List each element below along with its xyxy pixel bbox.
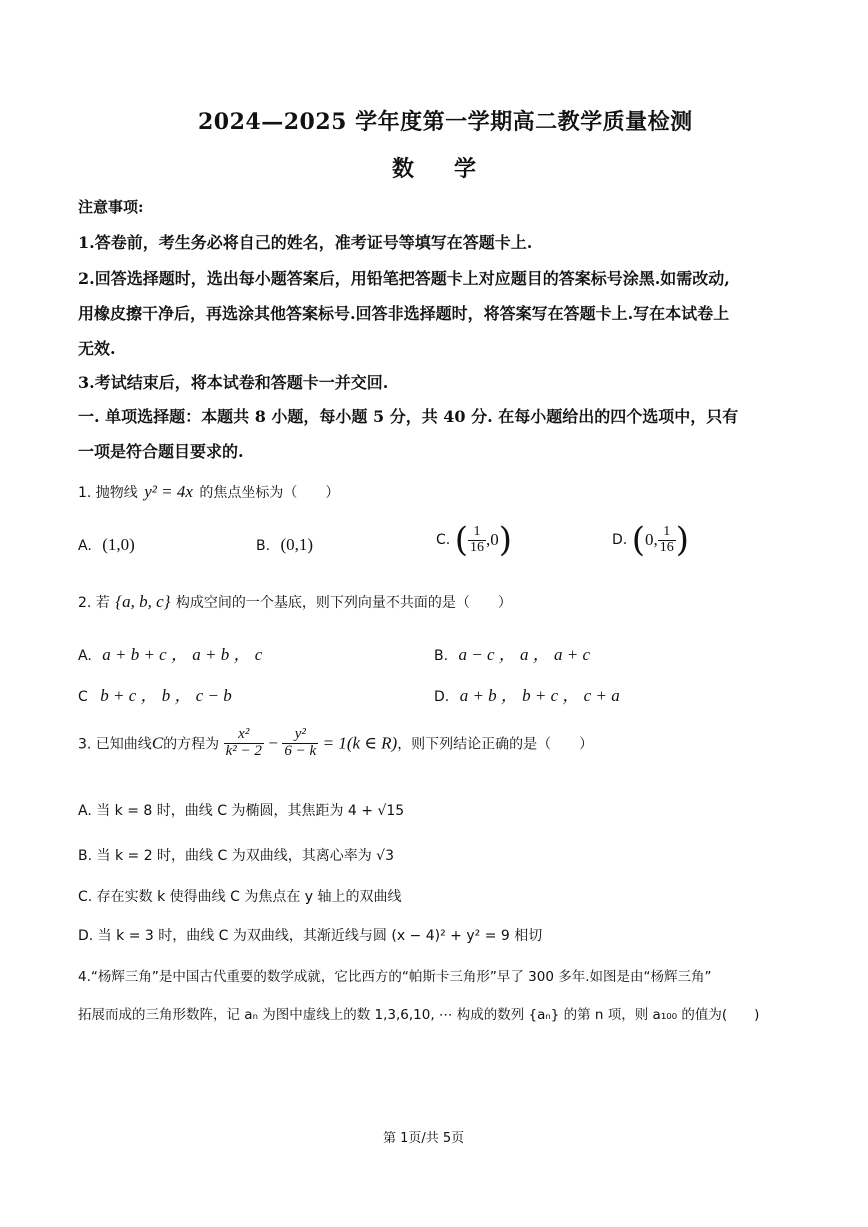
notice-item-2-line-1: 2.回答选择题时，选出每小题答案后，用铅笔把答题卡上对应题目的答案标号涂黑.如需改动, [78,269,730,288]
question-1-option-b [256,535,313,555]
option-label: C [78,689,88,705]
option-label: A. [78,538,92,554]
paren-close: ) [498,520,512,560]
minus-sign: − [268,733,278,753]
question-1-equation: y² = 4x [144,482,193,501]
question-2-option-a [78,640,262,665]
option-value: (1,0) [102,535,135,554]
question-4-line-2: 拓展而成的三角形数阵，记 aₙ 为图中虚线上的数 1,3,6,10, ⋯ 构成的数列 {aₙ} 的第 n 项，则 a₁₀₀ 的值为( ) [78,1007,760,1023]
fraction-tail: ,0 [485,530,499,549]
option-value: (0,1) [280,535,314,554]
fraction-head: 0, [644,530,658,549]
paren-open: ( [454,520,468,560]
notice-item-2-line-3: 无效. [78,339,116,358]
question-3-option-c: C. 存在实数 k 使得曲线 C 为焦点在 y 轴上的双曲线 [78,889,402,905]
question-2-option-b [434,640,590,665]
paren-close: ) [675,520,689,560]
fraction: $\frac{1}{16}$ [469,523,484,555]
option-value: a + b ， b + c ， c + a [459,686,620,705]
question-1-option-a [78,535,135,555]
page-number: 第 1页/共 5页 [383,1131,465,1146]
page-title: 2024—2025 学年度第一学期高二教学质量检测 [198,109,693,135]
question-1-option-c [436,520,512,560]
notice-item-3: 3.考试结束后，将本试卷和答题卡一并交回. [78,373,389,392]
option-label: A. [78,648,92,664]
option-value: a − c ， a ， a + c [458,645,591,664]
question-3-mid: 的方程为 [163,736,220,753]
question-3-suffix: ，则下列结论正确的是（ ） [397,736,594,753]
notice-heading: 注意事项: [78,198,144,216]
question-2-prefix: 2. 若 [78,595,110,611]
question-3-option-d: D. 当 k = 3 时，曲线 C 为双曲线，其渐近线与圆 (x − 4)² + y² = 9 相切 [78,928,543,944]
option-value: b + c ， b ， c − b [100,686,232,705]
option-label: B. [434,648,449,664]
question-3-option-a: A. 当 k = 8 时，曲线 C 为椭圆，其焦距为 4 + √15 [78,803,405,819]
paren-open: ( [631,520,645,560]
question-1-stem [78,482,339,502]
option-label: B. [256,538,271,554]
option-label: C. [436,532,451,548]
question-3-prefix: 3. 已知曲线 [78,736,152,753]
subject-title: 数学 [392,156,517,182]
equation-tail: = 1(k ∈ R) [322,733,398,753]
option-value: a + b + c ， a + b ， c [102,645,263,664]
question-1-option-d [612,520,689,560]
fraction: $\frac{1}{16}$ [659,523,674,555]
section-heading-line-2: 一项是符合题目要求的. [78,442,244,461]
question-1-prefix: 1. 抛物线 [78,485,138,501]
question-3-stem [78,727,593,760]
section-heading-line-1: 一. 单项选择题：本题共 8 小题，每小题 5 分，共 40 分. 在每小题给出的四个选项中，只有 [78,407,739,426]
notice-item-2-line-2: 用橡皮擦干净后，再选涂其他答案标号.回答非选择题时，将答案写在答题卡上.写在本试卷上 [78,304,730,323]
notice-item-1: 1.答卷前，考生务必将自己的姓名，准考证号等填写在答题卡上. [78,233,533,252]
option-label: D. [434,689,450,705]
question-4-line-1: 4.“杨辉三角”是中国古代重要的数学成就，它比西方的“帕斯卡三角形”早了 300 多年.如图是由“杨辉三角” [78,969,712,985]
fraction-2: $\frac{\text{y²}}{6 - k}$ [284,726,317,759]
question-2-option-c [78,681,232,706]
basis-set: {a, b, c} [115,592,171,611]
question-3-option-b: B. 当 k = 2 时，曲线 C 为双曲线，其离心率为 √3 [78,848,395,864]
option-label: D. [612,532,628,548]
question-2-stem [78,592,512,612]
fraction-1: $\frac{\text{x²}}{\text{k² − 2}}$ [225,726,262,759]
question-1-suffix: 的焦点坐标为（ ） [199,485,340,501]
curve-symbol: C [151,733,164,753]
question-2-suffix: 构成空间的一个基底，则下列向量不共面的是（ ） [175,595,512,611]
question-2-option-d [434,681,620,706]
